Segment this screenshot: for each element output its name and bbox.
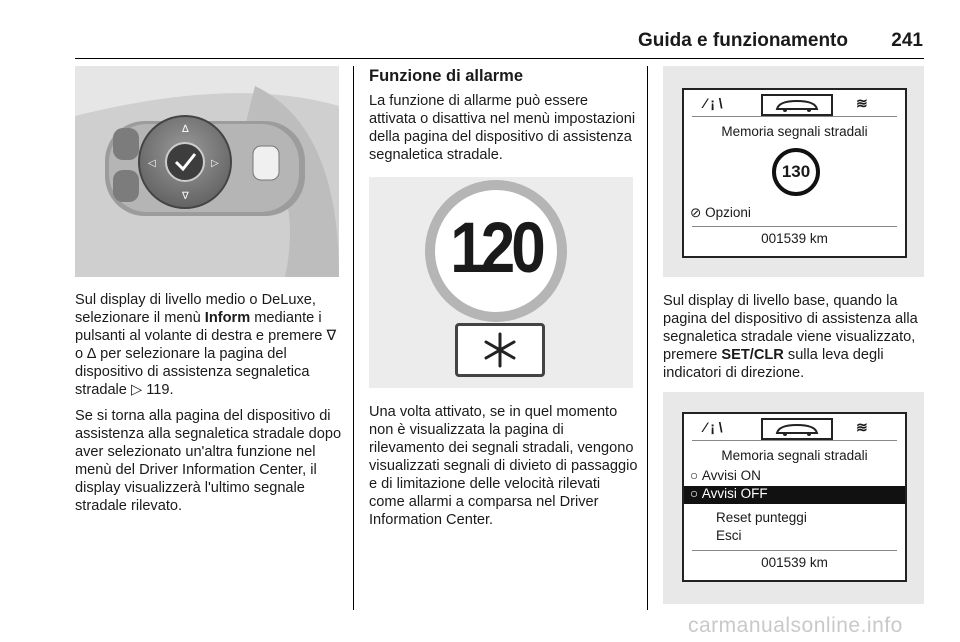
column-1-text xyxy=(75,291,343,523)
speed-limit-value: 120 xyxy=(450,208,542,289)
road-sign-icon: ≋ xyxy=(856,419,868,435)
display-figure-1 xyxy=(663,66,924,277)
display-title: Memoria segnali stradali xyxy=(721,124,868,139)
column-2-text-top xyxy=(369,67,637,172)
paragraph: Sul display di livello base, quando la pagina del dispositivo di assistenza alla segnaletica stradale viene visualizzato, premere SET/CLR sulla leva degli indicatori di direzione. xyxy=(663,293,918,381)
display-figure-2 xyxy=(663,392,924,604)
check-circle-icon: ⊘ xyxy=(690,205,702,220)
section-title: Guida e funzionamento xyxy=(637,30,848,51)
svg-text:∇: ∇ xyxy=(182,191,189,202)
car-icon xyxy=(761,94,833,116)
display-title: Memoria segnali stradali xyxy=(721,448,868,463)
speed-sign-figure xyxy=(369,177,633,388)
section-heading: Funzione di allarme xyxy=(369,67,524,85)
column-3-text xyxy=(663,292,928,390)
menu-item-avvisi-off[interactable]: ○ Avvisi OFF xyxy=(684,486,905,504)
paragraph: Sul display di livello medio o DeLuxe, selezionare il menù Inform mediante i pulsanti al volante di destra e premere ∇ o ∆ per selezionare la pagina del dispositivo di assistenza segnaletica stradale ▷ 119. xyxy=(75,292,337,398)
radio-icon: ○ xyxy=(690,468,699,483)
column-divider xyxy=(647,66,648,610)
column-2-text-bottom xyxy=(369,403,639,537)
set-clr-term: SET/CLR xyxy=(721,347,784,363)
steering-wheel-figure xyxy=(75,66,339,277)
odometer: 001539 km xyxy=(761,555,828,570)
svg-text:∆: ∆ xyxy=(182,124,189,135)
snowflake-sign-icon xyxy=(455,323,545,377)
odometer: 001539 km xyxy=(761,231,828,246)
display-icon-bar xyxy=(684,418,905,440)
car-icon xyxy=(761,418,833,440)
warning-icon: ⁄ ¡ \ xyxy=(704,419,723,435)
display-icon-bar xyxy=(684,94,905,116)
menu-item-esci[interactable]: Esci xyxy=(716,528,742,543)
road-sign-icon: ≋ xyxy=(856,95,868,111)
driver-info-display-menu xyxy=(682,412,907,582)
inform-term: Inform xyxy=(204,310,251,326)
menu-item-reset[interactable]: Reset punteggi xyxy=(716,510,807,525)
up-arrow-icon: ∆ xyxy=(87,346,97,362)
column-divider xyxy=(353,66,354,610)
driver-info-display xyxy=(682,88,907,258)
paragraph: Se si torna alla pagina del dispositivo di assistenza alla segnaletica stradale dopo aver selezionato un'altra funzione nel menù del Driver Information Center, il display visualizzerà l'ultimo segnale stradale rilevato. xyxy=(75,408,342,514)
paragraph: La funzione di allarme può essere attivata o disattiva nel menù impostazioni della pagina del dispositivo di assistenza segnaletica stradale. xyxy=(369,93,636,163)
header-rule xyxy=(75,58,924,59)
options-row: ⊘ Opzioni xyxy=(690,205,751,220)
radio-icon: ○ xyxy=(690,486,699,501)
speed-limit-circle: 130 xyxy=(772,148,820,196)
svg-text:▷: ▷ xyxy=(211,158,219,169)
down-arrow-icon: ∇ xyxy=(326,328,337,344)
svg-text:◁: ◁ xyxy=(148,158,156,169)
menu-item-avvisi-on[interactable]: ○ Avvisi ON xyxy=(690,468,761,483)
warning-icon: ⁄ ¡ \ xyxy=(704,95,723,111)
page-reference-icon: ▷ xyxy=(130,382,143,398)
steering-wheel-controls-icon xyxy=(75,66,339,277)
page-header xyxy=(0,30,960,54)
watermark: carmanualsonline.info xyxy=(688,614,903,637)
page-number: 241 xyxy=(891,30,923,51)
paragraph: Una volta attivato, se in quel momento non è visualizzata la pagina di rilevamento dei segnali stradali, vengono visualizzati segnali di divieto di passaggio e di limitazione delle velocità rilevati come allarmi a comparsa nel Driver Information Center. xyxy=(369,404,638,528)
